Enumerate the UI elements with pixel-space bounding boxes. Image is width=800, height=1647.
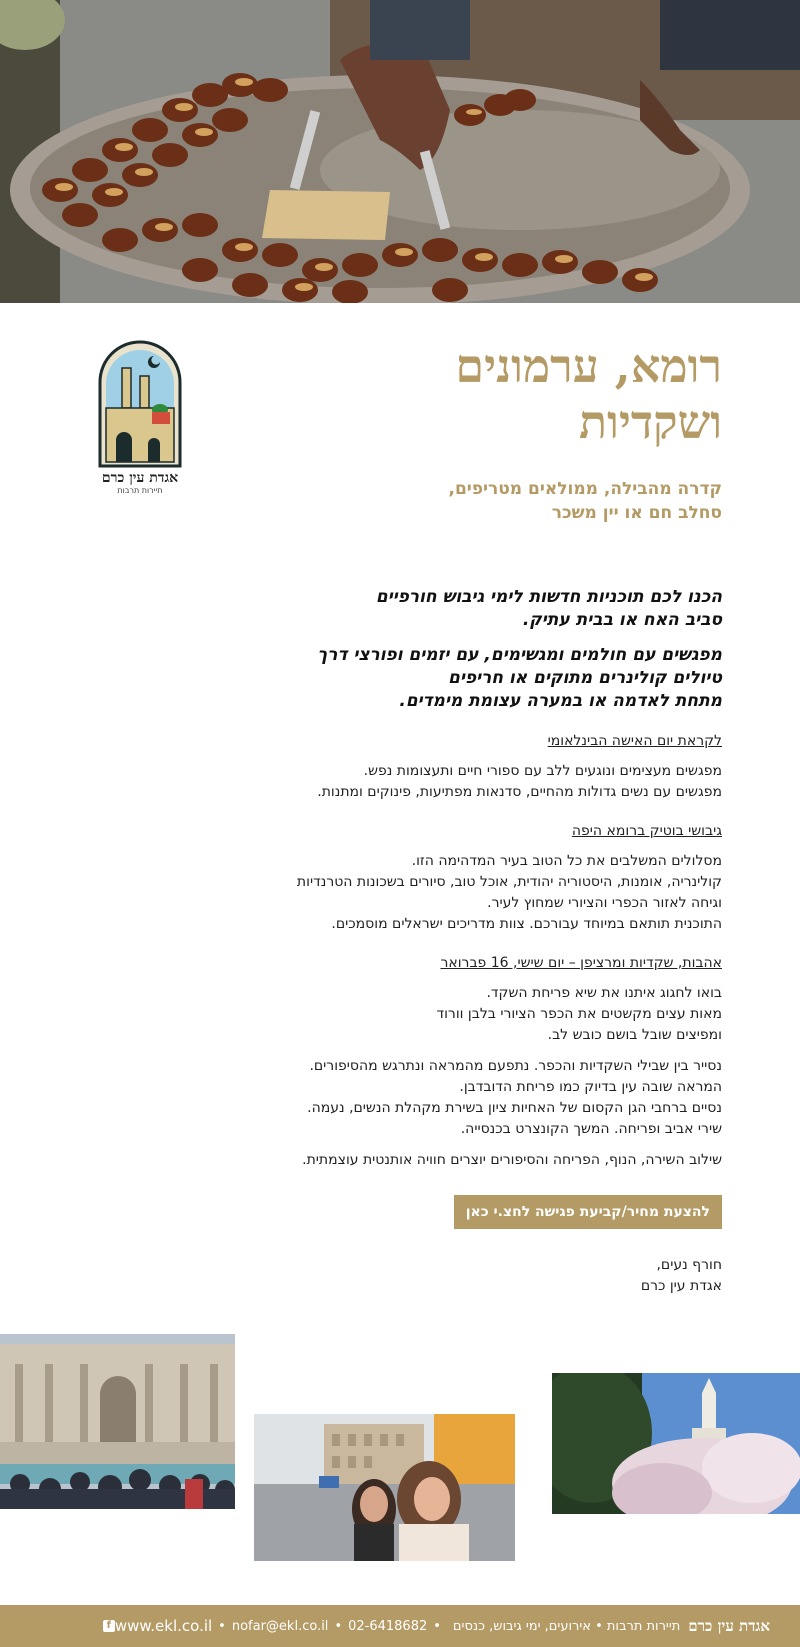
logo-tagline: תיירות תרבות: [117, 486, 163, 495]
footer-brand: אגדת עין כרם: [688, 1616, 770, 1635]
section-almond-para-3: [162, 1150, 722, 1171]
intro-lead-1-line-1: הכנו לכם תוכניות חדשות לימי גיבוש חורפיים: [375, 587, 722, 607]
section-womens-day-line-2: מפגשים עם נשים גדולות מהחיים, סדנאות מפתיעות, פינוקים ומתנות.: [317, 784, 722, 800]
intro-lead-2: [162, 644, 722, 713]
hero-image: [0, 0, 800, 303]
section-rome-line-1: מסלולים המשלבים את כל הטוב בעיר המדהימה הזו.: [411, 853, 722, 869]
newsletter-body: [162, 586, 722, 1297]
facebook-icon[interactable]: f: [103, 1620, 115, 1632]
footer-separator-2: •: [334, 1618, 343, 1634]
footer-separator-1: •: [433, 1618, 441, 1634]
quote-request-button[interactable]: להצעת מחיר/קביעת פגישה לחצ.י כאן: [454, 1195, 722, 1229]
signoff-line-1: חורף נעים,: [656, 1257, 722, 1273]
signoff: [162, 1255, 722, 1297]
section-womens-day-heading: לקראת יום האישה הבינלאומי: [547, 733, 722, 749]
section-almond-heading: אהבות, שקדיות ומרציפן – יום שישי, 16 פברואר: [440, 955, 722, 971]
logo-name: אגדת עין כרם: [101, 470, 179, 486]
section-womens-day-line-1: מפגשים מעצימים ונוגעים ללב עם ספורי חיים ותעצומות נפש.: [363, 763, 722, 779]
section-almond-p2-line-1: נסייר בין שבילי השקדיות והכפר. נתפעם מהמראה ונתרגש מהסיפורים.: [309, 1058, 722, 1074]
page-title: [322, 338, 722, 450]
footer-separator-3: •: [218, 1618, 226, 1634]
section-rome-line-3: וגיחה לאזור הכפרי והציורי שמחוץ לעיר.: [487, 895, 722, 911]
footer-bar: [0, 1605, 800, 1647]
section-rome-text: [162, 851, 722, 935]
footer-tags: תיירות תרבות • אירועים, ימי גיבוש, כנסים: [452, 1618, 681, 1634]
section-almond-para-2: [162, 1056, 722, 1140]
section-rome-heading: גיבושי בוטיק ברומא היפה: [571, 823, 722, 839]
photo-trevi-fountain: [0, 1334, 235, 1509]
title-line-2: ושקדיות: [579, 395, 722, 449]
section-almond-p3-line-1: שילוב השירה, הנוף, הפריחה והסיפורים יוצרים חוויה אותנטית עוצמתית.: [302, 1152, 722, 1168]
section-almond-p2-line-2: המראה שובה עין בדיוק כמו פריחת הדובדבן.: [459, 1079, 722, 1095]
subtitle-line-1: קדרה מהבילה, ממולאים מטריפים,: [448, 479, 722, 499]
photo-colosseum-selfie: [254, 1414, 515, 1561]
section-womens-day-text: [162, 761, 722, 803]
logo-wordmark: [80, 470, 200, 496]
intro-lead-2-line-2: טיולים קולינרים מתוקים או חריפים: [448, 668, 722, 688]
section-almond-p1-line-2: מאות עצים מקשטים את הכפר הציורי בלבן וורוד: [436, 1006, 722, 1022]
page-subtitle: [302, 477, 722, 525]
intro-lead-2-line-1: מפגשים עם חולמים ומגשימים, עם יזמים ופורצי דרך: [317, 645, 722, 665]
intro-lead-2-line-3: מתחת לאדמה או במערה עצומת מימדים.: [399, 691, 722, 711]
intro-lead-1-line-2: סביב האח או בבית עתיק.: [522, 610, 722, 630]
section-almond-p2-line-4: שירי אביב ופריחה. המשך הקונצרט בכנסייה.: [460, 1121, 722, 1137]
intro-lead-1: [162, 586, 722, 632]
section-rome-line-4: התוכנית תותאם במיוחד עבורכם. צוות מדריכים ישראלים מוסמכים.: [331, 916, 722, 932]
signoff-line-2: אגדת עין כרם: [640, 1278, 722, 1294]
footer-email-link[interactable]: nofar@ekl.co.il: [231, 1618, 329, 1634]
footer-website-link[interactable]: www.ekl.co.il: [114, 1617, 213, 1635]
footer-phone[interactable]: 02-6418682: [348, 1618, 428, 1634]
section-almond-p2-line-3: נסיים ברחבי הגן הקסום של האחיות ציון בשירת מקהלת הנשים, נעמה.: [307, 1100, 722, 1116]
section-rome-line-2: קולינריה, אומנות, היסטוריה יהודית, אוכל טוב, סיורים בשכונות הטרנדיות: [296, 874, 722, 890]
section-almond-p1-line-1: בואו לחגוג איתנו את שיא פריחת השקד.: [486, 985, 722, 1001]
photo-almond-blossom: [552, 1373, 800, 1514]
subtitle-line-2: סחלב חם או יין משכר: [551, 503, 722, 523]
section-almond-p1-line-3: ומפיצים שובל בושם כובש לב.: [547, 1027, 722, 1043]
section-almond-para-1: [162, 983, 722, 1046]
title-line-1: רומא, ערמונים: [455, 339, 722, 393]
